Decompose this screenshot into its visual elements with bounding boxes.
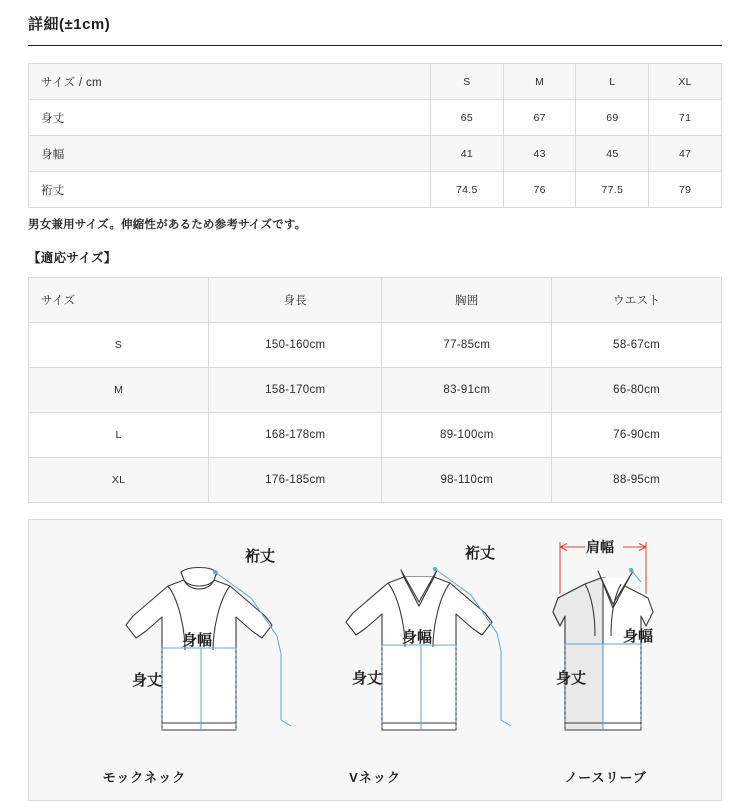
table-row [29,64,722,100]
cell-chest: 83-91cm [382,368,552,413]
cell-height: 176-185cm [209,458,382,503]
label-width-vneck: 身幅 [402,629,433,646]
cell-size: S [29,323,209,368]
column-header-waist: ウエスト [552,278,722,323]
fit-table-wrapper [28,277,722,503]
fit-size-heading: 【適応サイズ】 [28,251,117,265]
cell-waist: 88-95cm [552,458,722,503]
measurement-illustration-panel [28,519,722,801]
label-sleeve-mockneck: 裄丈 [245,548,276,565]
column-header-m: M [503,64,576,100]
cell-size: XL [29,458,209,503]
table-row [29,323,722,368]
cell-value: 76 [503,172,576,208]
table-row [29,413,722,458]
cell-waist: 66-80cm [552,368,722,413]
column-header-size: サイズ [29,278,209,323]
cell-value: 41 [430,136,503,172]
column-header-l: L [576,64,649,100]
cell-value: 65 [430,100,503,136]
table-row [29,458,722,503]
cell-waist: 58-67cm [552,323,722,368]
caption-mockneck: モックネック [102,770,187,785]
detail-table-wrapper [28,63,722,208]
cell-chest: 98-110cm [382,458,552,503]
cell-waist: 76-90cm [552,413,722,458]
page-title: 詳細(±1cm) [28,16,111,33]
cell-size: L [29,413,209,458]
fit-table [28,277,722,503]
cell-height: 150-160cm [209,323,382,368]
label-width-sleeveless: 身幅 [623,628,654,645]
label-sleeve-vneck: 裄丈 [465,545,496,562]
table-row [29,368,722,413]
size-note: 男女兼用サイズ。伸縮性があるため参考サイズです。 [28,219,307,231]
column-header-s: S [430,64,503,100]
row-label: 身幅 [29,136,431,172]
column-header-height: 身長 [209,278,382,323]
cell-value: 45 [576,136,649,172]
cell-value: 43 [503,136,576,172]
cell-chest: 77-85cm [382,323,552,368]
table-row [29,136,722,172]
cell-value: 67 [503,100,576,136]
column-header-xl: XL [649,64,722,100]
cell-value: 79 [649,172,722,208]
label-width-mockneck: 身幅 [182,632,213,649]
cell-value: 74.5 [430,172,503,208]
garment-diagrams [29,520,721,770]
caption-sleeveless: ノースリーブ [564,770,647,785]
row-label: 裄丈 [29,172,431,208]
cell-height: 168-178cm [209,413,382,458]
cell-value: 47 [649,136,722,172]
caption-vneck: Vネック [349,770,401,785]
row-label: 身丈 [29,100,431,136]
diagram-captions [29,767,721,786]
label-shoulder-sleeveless: 肩幅 [586,539,614,555]
table-row [29,172,722,208]
label-length-mockneck: 身丈 [132,672,163,689]
cell-height: 158-170cm [209,368,382,413]
cell-value: 77.5 [576,172,649,208]
table-row [29,278,722,323]
column-header-chest: 胸囲 [382,278,552,323]
cell-value: 69 [576,100,649,136]
cell-size: M [29,368,209,413]
detail-table [28,63,722,208]
title-divider [28,45,722,46]
label-length-vneck: 身丈 [352,670,383,687]
table-row [29,100,722,136]
label-length-sleeveless: 身丈 [556,670,587,687]
column-header-size: サイズ / cm [29,64,431,100]
cell-chest: 89-100cm [382,413,552,458]
cell-value: 71 [649,100,722,136]
